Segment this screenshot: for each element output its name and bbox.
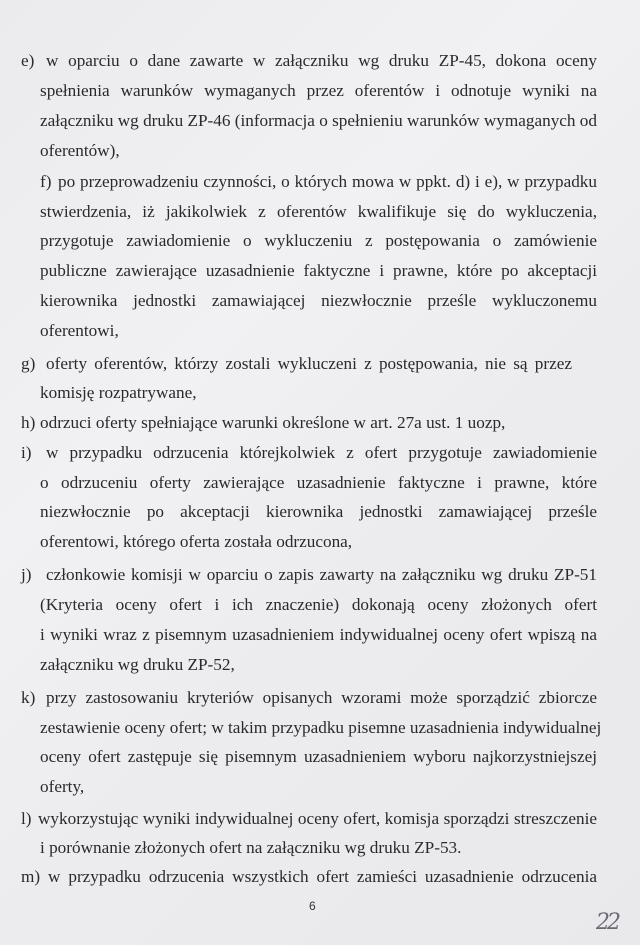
item-j-line-3: i wyniki wraz z pisemnym uzasadnieniem indywidualnej oceny ofert wpiszą na: [40, 624, 597, 644]
item-i-line-1: w przypadku odrzucenia którejkolwiek z ofert przygotuje zawiadomienie: [46, 442, 597, 462]
item-g-line-1: oferty oferentów, którzy zostali wykluczeni z postępowania, nie są przez: [46, 353, 572, 373]
item-j-line-2: (Kryteria oceny ofert i ich znaczenie) dokonają oceny złożonych ofert: [40, 595, 597, 614]
item-i-line-3: niezwłocznie po akceptacji kierownika jednostki zamawiającej prześle: [40, 502, 597, 522]
item-k-line-1: przy zastosowaniu kryteriów opisanych wzorami może sporządzić zbiorcze: [46, 687, 597, 707]
item-k-line-3: oceny ofert zastępuje się pisemnym uzasadnieniem wyboru najkorzystniejszej: [40, 747, 597, 767]
item-f-line-5: kierownika jednostki zamawiającej niezwłocznie prześle wykluczonemu: [40, 291, 597, 311]
item-label-j: j): [21, 565, 32, 585]
item-f-line-4: publiczne zawierające uzasadnienie faktyczne i prawne, które po akceptacji: [40, 261, 597, 281]
item-j-line-4: załączniku wg druku ZP-52,: [40, 654, 235, 674]
item-e-line-3: załączniku wg druku ZP-46 (informacja o spełnieniu warunków wymaganych od: [40, 110, 597, 130]
page-number: 6: [309, 899, 316, 913]
item-g-line-2: komisję rozpatrywane,: [40, 382, 197, 402]
item-f-line-3: przygotuje zawiadomienie o wykluczeniu z postępowania o zamówienie: [40, 231, 597, 251]
item-j-line-1: członkowie komisji w oparciu o zapis zawarty na załączniku wg druku ZP-51: [46, 565, 597, 585]
item-label-g: g): [21, 353, 36, 373]
item-i-line-4: oferentowi, którego oferta została odrzucona,: [40, 532, 353, 552]
item-label-f: f): [40, 171, 52, 191]
item-e-line-2: spełnienia warunków wymaganych przez oferentów i odnotuje wyniki na: [40, 80, 597, 100]
item-l-line-2: i porównanie złożonych ofert na załączniku wg druku ZP-53.: [40, 838, 462, 858]
item-e-line-1: w oparciu o dane zawarte w załączniku wg druku ZP-45, dokona oceny: [46, 51, 597, 70]
item-f-line-2: stwierdzenia, iż jakikolwiek z oferentów kwalifikuje się do wykluczenia,: [40, 201, 597, 221]
item-m-line-1: w przypadku odrzucenia wszystkich ofert zamieści uzasadnienie odrzucenia: [48, 867, 597, 886]
item-k-line-2: zestawienie oceny ofert; w takim przypadku pisemne uzasadnienia indywidualnej: [40, 717, 602, 737]
item-label-h: h): [21, 412, 36, 432]
item-e-line-4: oferentów),: [40, 140, 120, 160]
handwritten-page-number: 22: [596, 910, 618, 935]
item-label-k: k): [21, 687, 36, 707]
item-label-l: l): [21, 809, 32, 829]
item-h-line-1: odrzuci oferty spełniające warunki określone w art. 27a ust. 1 uozp,: [40, 412, 506, 432]
item-f-line-6: oferentowi,: [40, 321, 119, 341]
item-i-line-2: o odrzuceniu oferty zawierające uzasadnienie faktyczne i prawne, które: [40, 472, 597, 492]
item-label-m: m): [21, 867, 41, 886]
item-l-line-1: wykorzystując wyniki indywidualnej oceny ofert, komisja sporządzi streszczenie: [38, 809, 597, 829]
item-f-line-1: po przeprowadzeniu czynności, o których mowa w ppkt. d) i e), w przypadku: [58, 171, 597, 191]
item-label-e: e): [21, 51, 35, 70]
item-k-line-4: oferty,: [40, 777, 85, 797]
item-label-i: i): [21, 442, 32, 462]
